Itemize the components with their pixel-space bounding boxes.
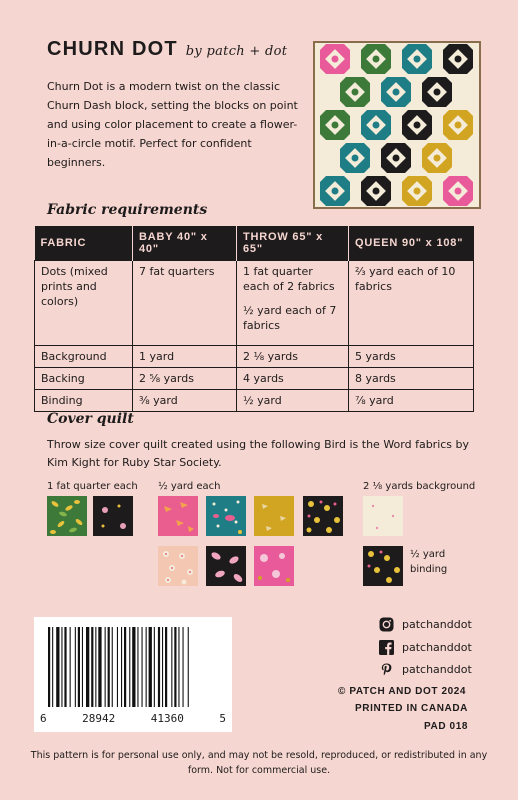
column-header-throw: THROW 65" x 65"	[237, 226, 349, 261]
quilt-block-dot	[332, 56, 339, 63]
social-instagram[interactable]	[379, 617, 472, 632]
cell-throw	[237, 261, 349, 346]
cell-queen: 5 yards	[349, 346, 474, 368]
fabric-swatch-green-leaves	[47, 496, 87, 536]
byline: by patch + dot	[185, 44, 288, 59]
barcode-digit-group: 6	[40, 712, 47, 725]
label-binding	[410, 547, 447, 577]
column-header-queen: QUEEN 90" x 108"	[349, 226, 474, 261]
cell-baby: 1 yard	[133, 346, 237, 368]
label-binding-line1: ½ yard	[410, 549, 446, 560]
barcode-bar	[142, 627, 143, 707]
cell-queen: ⅞ yard	[349, 390, 474, 412]
quilt-block-dot	[414, 188, 421, 195]
barcode-bar	[146, 627, 147, 707]
barcode-bar	[121, 627, 122, 707]
barcode-bar	[64, 627, 66, 707]
barcode-bar	[95, 627, 96, 707]
social-facebook[interactable]	[379, 640, 472, 655]
cell-baby: 7 fat quarters	[133, 261, 237, 346]
barcode-bar	[165, 627, 167, 707]
quilt-block-dot	[373, 56, 380, 63]
barcode-bars	[34, 617, 232, 712]
column-header-fabric: FABRIC	[35, 226, 133, 261]
quilt-block-dot	[352, 89, 359, 96]
fabric-swatch-black-pink-petals	[206, 546, 246, 586]
quilt-block-dot	[332, 122, 339, 129]
fabric-swatch-black-flowers	[93, 496, 133, 536]
label-fat-quarter: 1 fat quarter each	[47, 481, 138, 492]
fabric-requirements-heading: Fabric requirements	[47, 202, 208, 218]
barcode-digit-group: 5	[219, 712, 226, 725]
fabric-swatch-cream-background	[363, 496, 403, 536]
barcode-bar	[137, 627, 138, 707]
cell-baby: ⅜ yard	[133, 390, 237, 412]
fabric-swatch-mustard-birds	[254, 496, 294, 536]
barcode-bar	[162, 627, 163, 707]
pinterest-handle: patchanddot	[402, 663, 472, 676]
printed-in-text: PRINTED IN CANADA	[355, 703, 468, 714]
barcode-bar	[174, 627, 176, 707]
quilt-block-dot	[434, 89, 441, 96]
barcode-bar	[91, 627, 93, 707]
copyright-text: © PATCH AND DOT 2024	[338, 686, 467, 697]
quilt-block-dot	[332, 188, 339, 195]
table-header-row	[35, 226, 474, 261]
column-header-baby: BABY 40" x 40"	[133, 226, 237, 261]
cell-queen: 8 yards	[349, 368, 474, 390]
barcode-bar	[178, 627, 179, 707]
quilt-block-dot	[373, 122, 380, 129]
barcode-digit-group: 28942	[82, 712, 116, 725]
barcode-bar	[188, 627, 189, 707]
barcode-bar	[70, 627, 71, 707]
fabric-swatch-pink-birds	[158, 496, 198, 536]
quilt-block-dot	[414, 122, 421, 129]
cell-fabric: Binding	[35, 390, 133, 412]
barcode-bar	[149, 627, 152, 707]
fabric-swatch-peach-blossoms	[158, 546, 198, 586]
cell-throw: ½ yard	[237, 390, 349, 412]
table-row	[35, 346, 474, 368]
barcode-bar	[117, 627, 118, 707]
cell-throw: 2 ⅛ yards	[237, 346, 349, 368]
cell-throw-line2: ½ yard each of 7 fabrics	[243, 304, 337, 332]
cover-quilt-heading: Cover quilt	[47, 411, 134, 427]
fabric-swatch-teal-dots	[206, 496, 246, 536]
barcode-bar	[56, 627, 59, 707]
barcode-bar	[132, 627, 135, 707]
quilt-block-dot	[373, 188, 380, 195]
table-row	[35, 390, 474, 412]
footer-notice: This pattern is for personal use only, and may not be resold, reproduced, or redistributed in any form. Not for commercial use.	[30, 750, 488, 776]
barcode-bar	[61, 627, 62, 707]
cell-throw-line1: 1 fat quarter each of 2 fabrics	[243, 265, 335, 293]
table-row	[35, 261, 474, 346]
instagram-handle: patchanddot	[402, 618, 472, 631]
barcode-bar	[52, 627, 53, 707]
quilt-block-dot	[393, 89, 400, 96]
quilt-block-dot	[434, 155, 441, 162]
social-pinterest[interactable]	[379, 662, 472, 677]
instagram-icon	[379, 617, 394, 632]
barcode-bar	[154, 627, 155, 707]
barcode-bar	[129, 627, 130, 707]
pattern-code: PAD 018	[424, 721, 469, 732]
cell-throw: 4 yards	[237, 368, 349, 390]
facebook-icon	[379, 640, 394, 655]
quilt-illustration	[315, 43, 479, 207]
facebook-handle: patchanddot	[402, 641, 472, 654]
barcode-bar	[105, 627, 106, 707]
barcode-bar	[171, 627, 172, 707]
cell-fabric: Backing	[35, 368, 133, 390]
cell-fabric: Background	[35, 346, 133, 368]
barcode-bar	[183, 627, 184, 707]
barcode-bar	[108, 627, 110, 707]
cell-fabric: Dots (mixed prints and colors)	[35, 261, 133, 346]
title-text: CHURN DOT	[47, 38, 178, 60]
fabric-swatch-binding-black-floral	[363, 546, 403, 586]
barcode-bar	[124, 627, 126, 707]
table-row	[35, 368, 474, 390]
intro-text: Churn Dot is a modern twist on the classic Churn Dash block, setting the blocks on point and using color placement to create a flower-in-a-circle motif. Perfect for confident beginners.	[47, 80, 298, 169]
quilt-block-dot	[455, 122, 462, 129]
barcode-digit-group: 41360	[150, 712, 184, 725]
barcode-bar	[158, 627, 160, 707]
fabric-swatch-pink-floral	[254, 546, 294, 586]
quilt-block-dot	[393, 155, 400, 162]
barcode-bar	[48, 627, 50, 707]
barcode-bar	[112, 627, 113, 707]
barcode-bar	[86, 627, 89, 707]
fabric-swatch-black-floral	[303, 496, 343, 536]
cell-baby: 2 ⅝ yards	[133, 368, 237, 390]
label-background: 2 ⅛ yards background	[363, 481, 476, 492]
fabric-requirements-table	[34, 226, 474, 412]
quilt-block-dot	[455, 188, 462, 195]
barcode-bar	[82, 627, 83, 707]
pinterest-icon	[379, 662, 394, 677]
barcode-bar	[75, 627, 76, 707]
barcode-bar	[78, 627, 80, 707]
cell-queen: ⅔ yard each of 10 fabrics	[349, 261, 474, 346]
barcode	[34, 617, 232, 732]
quilt-image	[313, 41, 481, 209]
quilt-block-dot	[455, 56, 462, 63]
pattern-title	[47, 38, 287, 61]
barcode-digits	[40, 712, 226, 725]
label-binding-line2: binding	[410, 564, 448, 575]
cover-quilt-description: Throw size cover quilt created using the following Bird is the Word fabrics by Kim Kight for Ruby Star Society.	[47, 438, 470, 469]
quilt-block-dot	[414, 56, 421, 63]
label-half-yard: ½ yard each	[158, 481, 221, 492]
quilt-block-dot	[352, 155, 359, 162]
barcode-bar	[98, 627, 101, 707]
